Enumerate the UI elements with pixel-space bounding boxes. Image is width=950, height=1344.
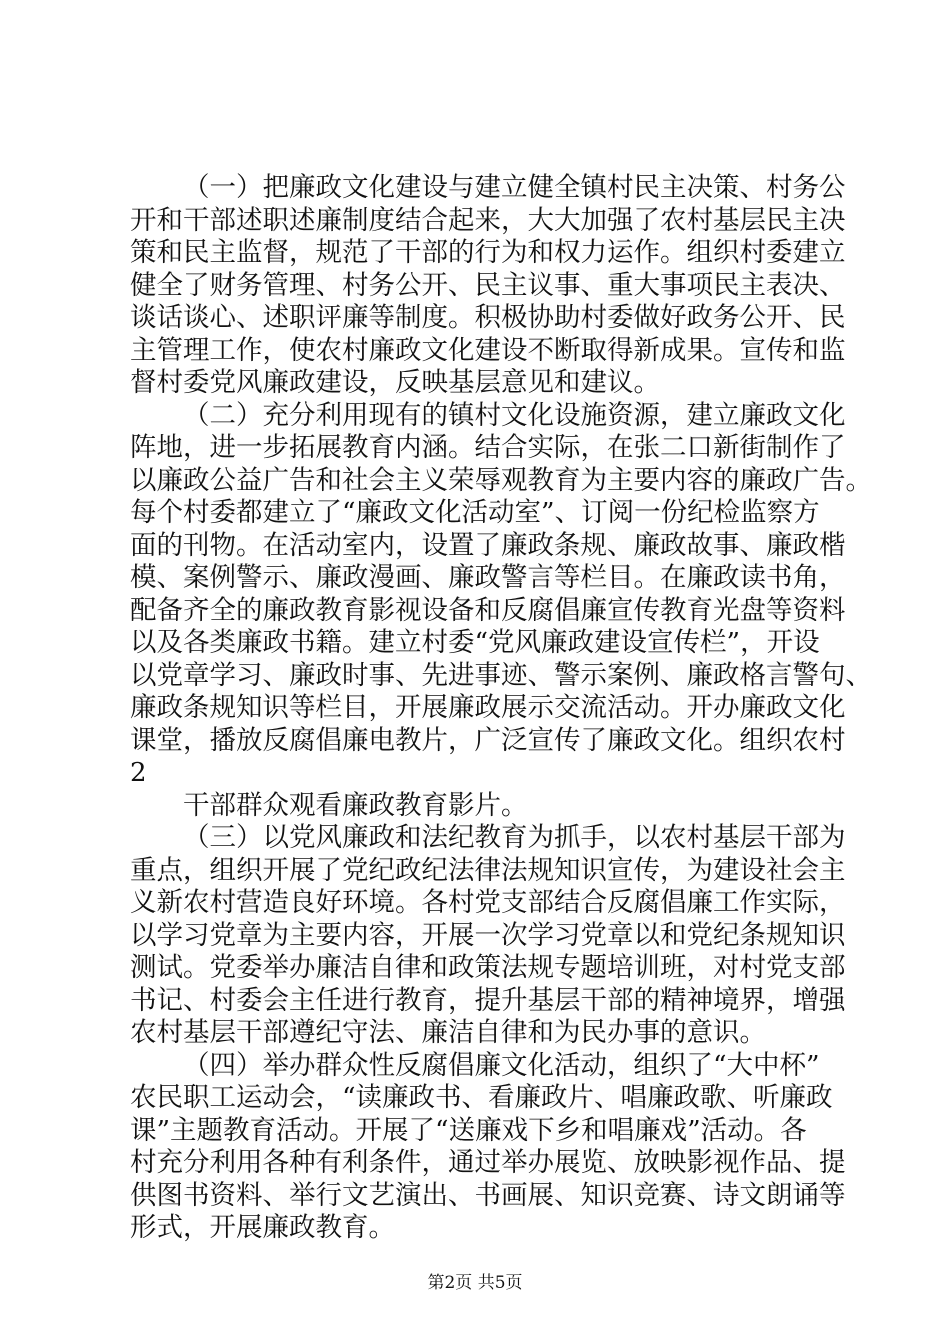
text-line: 面的刊物。在活动室内，设置了廉政条规、廉政故事、廉政楷 [130,529,846,561]
text-line: 形式，开展廉政教育。 [130,1212,395,1243]
text-line: 测试。党委举办廉洁自律和政策法规专题培训班，对村党支部 [130,952,846,983]
text-line: 以党章学习、廉政时事、先进事迹、警示案例、廉政格言警句、 [130,659,872,691]
text-line: 廉政条规知识等栏目，开展廉政展示交流活动。开办廉政文化 [130,692,846,723]
text-line: （四）举办群众性反腐倡廉文化活动，组织了“大中杯” [183,1049,820,1081]
text-line: 课堂，播放反腐倡廉电教片，广泛宣传了廉政文化。组织农村 [130,724,846,756]
text-line: 村充分利用各种有利条件，通过举办展览、放映影视作品、提 [130,1147,846,1178]
text-line: 模、案例警示、廉政漫画、廉政警言等栏目。在廉政读书角， [130,562,846,593]
text-line: 以及各类廉政书籍。建立村委“党风廉政建设宣传栏”，开设 [130,627,820,658]
text-line: 干部群众观看廉政教育影片。 [183,789,528,821]
text-line: 阵地，进一步拓展教育内涵。结合实际，在张二口新街制作了 [130,432,846,463]
text-line: 农村基层干部遵纪守法、廉洁自律和为民办事的意识。 [130,1017,766,1048]
text-line: 开和干部述职述廉制度结合起来，大大加强了农村基层民主决 [130,204,846,236]
text-line: 以学习党章为主要内容，开展一次学习党章以和党纪条规知识 [130,919,846,951]
text-line: 课”主题教育活动。开展了“送廉戏下乡和唱廉戏”活动。各 [130,1114,807,1146]
text-line: 健全了财务管理、村务公开、民主议事、重大事项民主表决、 [130,269,846,301]
text-line: 主管理工作，使农村廉政文化建设不断取得新成果。宣传和监 [130,334,846,366]
text-line: （一）把廉政文化建设与建立健全镇村民主决策、村务公 [183,172,846,203]
text-line: 重点，组织开展了党纪政纪法律法规知识宣传，为建设社会主 [130,854,846,886]
text-line: 义新农村营造良好环境。各村党支部结合反腐倡廉工作实际， [130,887,846,918]
text-line: 督村委党风廉政建设，反映基层意见和建议。 [130,367,660,398]
text-line: 每个村委都建立了“廉政文化活动室”、订阅一份纪检监察方 [130,497,820,528]
text-line: （二）充分利用现有的镇村文化设施资源，建立廉政文化 [183,399,846,431]
page-footer: 第2页 共5页 [427,1273,523,1293]
text-line: 农民职工运动会，“读廉政书、看廉政片、唱廉政歌、听廉政 [130,1082,833,1113]
text-line: 书记、村委会主任进行教育，提升基层干部的精神境界，增强 [130,984,846,1016]
inline-page-number: 2 [130,758,147,788]
text-line: （三）以党风廉政和法纪教育为抓手，以农村基层干部为 [183,822,846,853]
text-line: 以廉政公益广告和社会主义荣辱观教育为主要内容的廉政广告。 [130,464,872,496]
text-line: 配备齐全的廉政教育影视设备和反腐倡廉宣传教育光盘等资料 [130,594,846,626]
text-line: 策和民主监督，规范了干部的行为和权力运作。组织村委建立 [130,237,846,268]
text-line: 供图书资料、举行文艺演出、书画展、知识竞赛、诗文朗诵等 [130,1179,846,1211]
text-line: 谈话谈心、述职评廉等制度。积极协助村委做好政务公开、民 [130,302,846,333]
